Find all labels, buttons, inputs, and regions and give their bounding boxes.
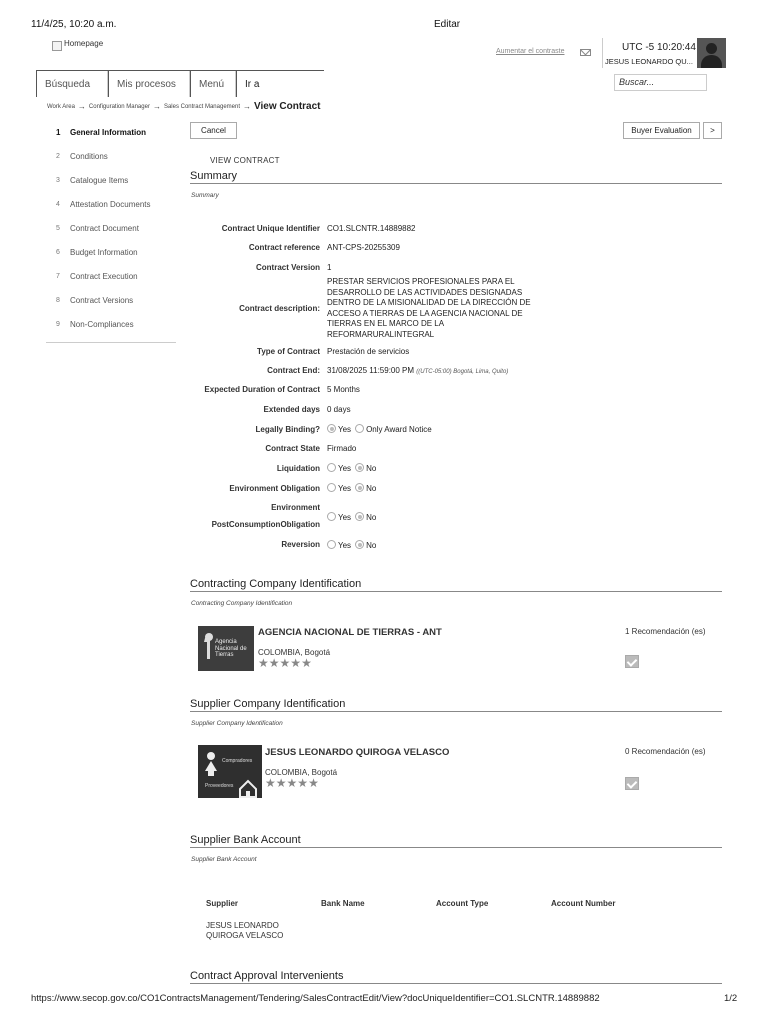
type-label: Type of Contract xyxy=(257,347,320,356)
env-post-label-2: PostConsumptionObligation xyxy=(211,520,320,529)
liquidation-label: Liquidation xyxy=(276,464,320,473)
liquidation-no-radio[interactable] xyxy=(355,463,364,472)
ant-logo xyxy=(198,626,254,671)
summary-subtitle: Summary xyxy=(191,192,219,199)
sidebar-item-num: 3 xyxy=(56,176,60,184)
star-icon: ★ xyxy=(275,776,287,790)
type-value: Prestación de servicios xyxy=(327,347,410,356)
liquidation-options xyxy=(327,463,376,473)
star-icon: ★ xyxy=(290,656,302,670)
env-yes-label: Yes xyxy=(338,484,352,493)
sidebar-item-num: 6 xyxy=(56,248,60,256)
supplier-logo-text-2: Proveedores xyxy=(205,783,234,789)
sidebar-item-num: 5 xyxy=(56,224,60,232)
sidebar-item-label: Catalogue Items xyxy=(70,175,129,185)
envpost-no-radio[interactable] xyxy=(355,512,364,521)
star-icon: ★ xyxy=(308,776,319,790)
env-yes-radio[interactable] xyxy=(327,483,336,492)
sidebar-item-conditions[interactable] xyxy=(46,144,176,168)
description-label: Contract description: xyxy=(239,304,320,313)
supplier-company-location: COLOMBIA, Bogotá xyxy=(265,768,338,777)
username[interactable]: JESUS LEONARDO QU... xyxy=(605,57,693,66)
reversion-yes-label: Yes xyxy=(338,541,352,550)
print-date: 11/4/25, 10:20 a.m. xyxy=(31,19,117,30)
contracting-check-icon[interactable] xyxy=(625,655,639,668)
end-label: Contract End: xyxy=(267,366,320,375)
reversion-options xyxy=(327,540,376,550)
nav-tab-mis-procesos[interactable]: Mis procesos xyxy=(108,71,190,97)
end-timezone: ((UTC-05:00) Bogotá, Lima, Quito) xyxy=(416,369,509,375)
duration-value: 5 Months xyxy=(327,385,360,394)
reversion-yes-radio[interactable] xyxy=(327,540,336,549)
envpost-yes-label: Yes xyxy=(338,513,352,522)
bank-col-bank-name: Bank Name xyxy=(321,899,365,908)
ant-logo-line-1: Agencia xyxy=(215,639,237,645)
duration-label: Expected Duration of Contract xyxy=(204,385,320,394)
cancel-button[interactable]: Cancel xyxy=(190,122,237,139)
homepage-alt-text: Homepage xyxy=(64,39,104,48)
sidebar-item-num: 2 xyxy=(56,152,60,160)
view-contract-label: VIEW CONTRACT xyxy=(210,156,280,165)
binding-award-label: Only Award Notice xyxy=(366,425,432,434)
arrow-right-icon: → xyxy=(77,102,86,111)
state-label: Contract State xyxy=(265,444,320,453)
version-label: Contract Version xyxy=(255,263,320,272)
contracting-company-subtitle: Contracting Company Identification xyxy=(191,600,293,607)
increase-contrast-link[interactable]: Aumentar el contraste xyxy=(496,48,565,55)
star-icon: ★ xyxy=(286,776,298,790)
nav-tab-menu[interactable]: Menú xyxy=(190,71,236,97)
breadcrumb-work-area[interactable]: Work Area xyxy=(47,103,75,110)
sidebar-item-general-information[interactable] xyxy=(46,120,176,144)
contracting-recommendations: 1 Recomendación (es) xyxy=(625,627,706,636)
star-icon: ★ xyxy=(268,656,280,670)
user-avatar-icon[interactable] xyxy=(697,38,726,68)
breadcrumb-current: View Contract xyxy=(254,101,321,112)
sidebar-item-catalogue-items[interactable] xyxy=(46,168,176,192)
summary-title: Summary xyxy=(190,170,722,184)
print-url: https://www.secop.gov.co/CO1ContractsManagement/Tendering/SalesContractEdit/View?docUniqueIdentifier=CO1.SLCNTR.14889882 xyxy=(31,993,600,1004)
sidebar-item-label: Non-Compliances xyxy=(70,319,134,329)
breadcrumb xyxy=(47,101,321,112)
sidebar-item-contract-execution[interactable] xyxy=(46,264,176,288)
star-icon: ★ xyxy=(301,656,312,670)
print-title: Editar xyxy=(434,19,461,30)
breadcrumb-sales-contract-management[interactable]: Sales Contract Management xyxy=(163,103,240,110)
reference-label: Contract reference xyxy=(248,243,320,252)
bank-account-subtitle: Supplier Bank Account xyxy=(191,856,257,863)
sidebar-item-num: 8 xyxy=(56,296,60,304)
sidebar-item-attestation-documents[interactable] xyxy=(46,192,176,216)
supplier-check-icon[interactable] xyxy=(625,777,639,790)
supplier-logo xyxy=(198,745,262,798)
env-obligation-label: Environment Obligation xyxy=(229,484,320,493)
reversion-label: Reversion xyxy=(281,540,320,549)
broken-image-icon xyxy=(52,41,62,51)
sidebar-item-label: Contract Versions xyxy=(70,295,134,305)
approval-title: Contract Approval Intervenients xyxy=(190,970,722,984)
contracting-rating xyxy=(258,658,312,669)
reversion-no-label: No xyxy=(366,541,377,550)
supplier-company-title: Supplier Company Identification xyxy=(190,698,722,712)
binding-yes-label: Yes xyxy=(338,425,352,434)
env-post-options xyxy=(327,512,376,522)
supplier-company-name[interactable]: JESUS LEONARDO QUIROGA VELASCO xyxy=(265,747,450,758)
envpost-no-label: No xyxy=(366,513,377,522)
bank-account-title: Supplier Bank Account xyxy=(190,834,722,848)
star-icon: ★ xyxy=(297,776,309,790)
envpost-yes-radio[interactable] xyxy=(327,512,336,521)
unique-id-value: CO1.SLCNTR.14889882 xyxy=(327,224,416,233)
env-post-label-1: Environment xyxy=(271,503,320,512)
contracting-company-title: Contracting Company Identification xyxy=(190,578,722,592)
sidebar-item-label: Conditions xyxy=(70,151,108,161)
sidebar-item-num: 4 xyxy=(56,200,60,208)
binding-options xyxy=(327,424,432,434)
supplier-recommendations: 0 Recomendación (es) xyxy=(625,747,706,756)
reversion-no-radio[interactable] xyxy=(355,540,364,549)
main-nav xyxy=(36,70,324,96)
nav-tab-busqueda[interactable]: Búsqueda xyxy=(36,71,108,97)
star-icon: ★ xyxy=(279,656,291,670)
supplier-rating xyxy=(265,778,319,789)
print-page-number: 1/2 xyxy=(724,993,738,1004)
contracting-company-location: COLOMBIA, Bogotá xyxy=(258,648,331,657)
breadcrumb-configuration-manager[interactable]: Configuration Manager xyxy=(88,103,150,110)
star-icon: ★ xyxy=(265,776,276,790)
extended-label: Extended days xyxy=(263,405,320,414)
sidebar-item-label: Contract Execution xyxy=(70,271,138,281)
nav-tab-ir-a[interactable]: Ir a xyxy=(236,71,324,97)
star-icon: ★ xyxy=(258,656,269,670)
liquidation-yes-radio[interactable] xyxy=(327,463,336,472)
supplier-company-subtitle: Supplier Company Identification xyxy=(191,720,283,727)
utc-clock: UTC -5 10:20:44 xyxy=(622,42,696,53)
ant-logo-text xyxy=(215,639,247,659)
sidebar-item-num: 1 xyxy=(56,127,61,137)
end-value xyxy=(327,366,508,375)
env-no-radio[interactable] xyxy=(355,483,364,492)
sidebar-item-contract-versions[interactable] xyxy=(46,288,176,312)
binding-yes-radio[interactable] xyxy=(327,424,336,433)
next-button[interactable]: > xyxy=(703,122,722,139)
homepage-logo-link[interactable] xyxy=(52,39,103,49)
arrow-right-icon: → xyxy=(243,102,251,111)
supplier-logo-text-1: Compradores xyxy=(222,758,253,764)
end-date: 31/08/2025 11:59:00 PM xyxy=(327,366,415,375)
ant-logo-line-3: Tierras xyxy=(215,652,234,658)
mail-icon[interactable] xyxy=(580,49,591,56)
bank-col-account-type: Account Type xyxy=(436,899,489,908)
description-value: PRESTAR SERVICIOS PROFESIONALES PARA EL DESARROLLO DE LAS ACTIVIDADES DESIGNADAS DENTRO DE LA MISIONALIDAD DE LA DIRECCIÓN DE ACCESO A TIERRAS DE LA AGENCIA NACIONAL DE TIERRAS EN EL MARCO DE LA REFORMARURALINTEGRAL xyxy=(327,277,531,339)
bank-supplier-value: JESUS LEONARDO QUIROGA VELASCO xyxy=(206,921,284,940)
env-no-label: No xyxy=(366,484,377,493)
extended-value: 0 days xyxy=(327,405,351,414)
sidebar-item-label: Budget Information xyxy=(70,247,138,257)
arrow-right-icon: → xyxy=(152,102,161,111)
sidebar xyxy=(46,120,176,343)
sidebar-item-contract-document[interactable] xyxy=(46,216,176,240)
buyer-evaluation-button[interactable]: Buyer Evaluation xyxy=(623,122,700,139)
reference-value: ANT-CPS-20255309 xyxy=(327,243,400,252)
state-value: Firmado xyxy=(327,444,357,453)
sidebar-item-label: Attestation Documents xyxy=(70,199,151,209)
unique-id-label: Contract Unique Identifier xyxy=(221,224,320,233)
bank-col-account-number: Account Number xyxy=(551,899,616,908)
sidebar-item-non-compliances[interactable] xyxy=(46,312,176,336)
liquidation-no-label: No xyxy=(366,464,377,473)
version-value: 1 xyxy=(327,263,332,272)
search-input[interactable]: Buscar... xyxy=(614,74,707,91)
sidebar-item-label: General Information xyxy=(70,127,147,137)
supplier-logo-mark xyxy=(198,745,262,798)
binding-award-radio[interactable] xyxy=(355,424,364,433)
liquidation-yes-label: Yes xyxy=(338,464,352,473)
sidebar-item-budget-information[interactable] xyxy=(46,240,176,264)
binding-label: Legally Binding? xyxy=(255,425,320,434)
sidebar-item-num: 7 xyxy=(56,272,60,280)
env-obligation-options xyxy=(327,483,376,493)
bank-col-supplier: Supplier xyxy=(206,899,239,908)
contracting-company-name[interactable]: AGENCIA NACIONAL DE TIERRAS - ANT xyxy=(258,627,442,638)
sidebar-item-num: 9 xyxy=(56,320,60,328)
sidebar-item-label: Contract Document xyxy=(70,223,139,233)
ant-logo-line-2: Nacional de xyxy=(215,645,247,652)
